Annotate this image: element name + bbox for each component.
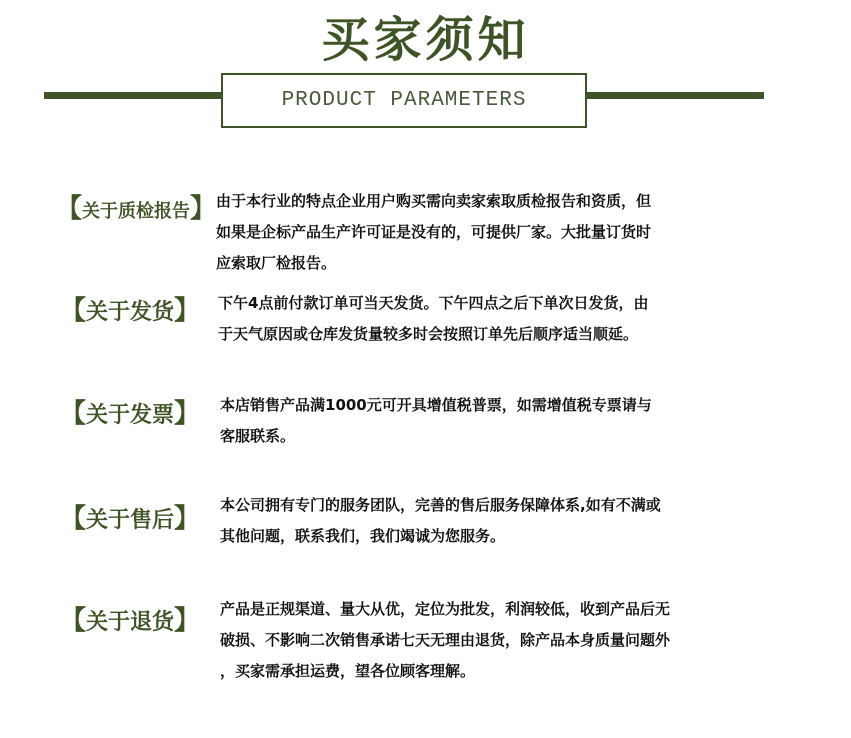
page-title: 买家须知: [321, 12, 530, 68]
divider-right: [586, 92, 764, 99]
page-subtitle: PRODUCT PARAMETERS: [281, 89, 527, 112]
body-line: 其他问题，联系我们，我们竭诚为您服务。: [220, 527, 506, 545]
body-line: 破损、不影响二次销售承诺七天无理由退货，除产品本身质量问题外: [220, 631, 671, 649]
section-label: 【关于售后】: [60, 504, 201, 534]
section-body: [220, 594, 670, 687]
body-line: 由于本行业的特点企业用户购买需向卖家索取质检报告和资质，但: [216, 192, 652, 210]
body-line: 本店销售产品满1000元可开具增值税普票，如需增值税专票请与: [220, 396, 652, 414]
body-line: 如果是企标产品生产许可证是没有的，可提供厂家。大批量订货时: [216, 223, 652, 241]
body-line: 下午4点前付款订单可当天发货。下午四点之后下单次日发货，由: [218, 294, 649, 312]
divider-left: [44, 92, 222, 99]
body-line: 于天气原因或仓库发货量较多时会按照订单先后顺序适当顺延。: [218, 325, 639, 343]
section-body: [220, 390, 652, 452]
body-line: 应索取厂检报告。: [216, 254, 337, 272]
body-line: 客服联系。: [220, 427, 296, 445]
section-label: 【关于退货】: [60, 606, 201, 636]
subtitle-box: [221, 73, 587, 128]
section-body: [216, 186, 651, 279]
body-line: 本公司拥有专门的服务团队，完善的售后服务保障体系,如有不满或: [220, 496, 661, 514]
section-label: 【关于发货】: [60, 296, 201, 326]
section-label: 【关于质检报告】: [56, 194, 217, 224]
body-line: ，买家需承担运费，望各位顾客理解。: [220, 662, 476, 680]
body-line: 产品是正规渠道、量大从优，定位为批发，利润较低，收到产品后无: [220, 600, 671, 618]
section-label: 【关于发票】: [60, 399, 201, 429]
section-body: [218, 288, 648, 350]
section-body: [220, 490, 661, 552]
